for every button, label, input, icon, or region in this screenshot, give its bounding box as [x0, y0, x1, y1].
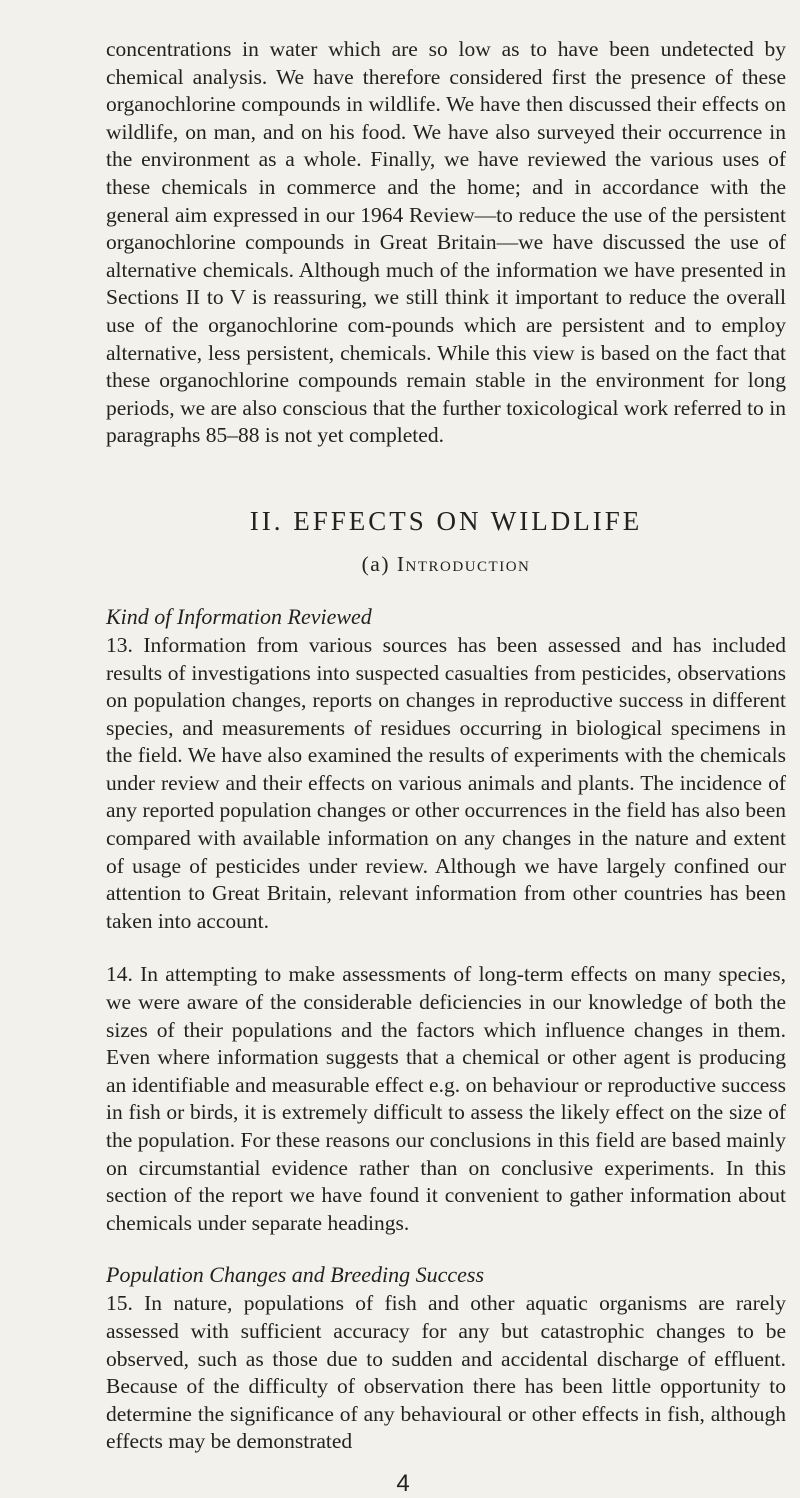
intro-paragraph: concentrations in water which are so low as to have been undetected by chemical analysis. We have therefore considered first the presence of these organochlorine compounds in wildlife. We have then discussed their effects on wildlife, on man, and on his food. We have also surveyed their occurrence in the environment as a whole. Finally, we have reviewed the various uses of these chemicals in commerce and the home; and in accordance with the general aim expressed in our 1964 Review—to reduce the use of the persistent organochlorine compounds in Great Britain—we have discussed the use of alternative chemicals. Although much of the information we have presented in Sections II to V is reassuring, we still think it important to reduce the overall use of the organochlorine com-pounds which are persistent and to employ alternative, less persistent, chemicals. While this view is based on the fact that these organochlorine compounds remain stable in the environment for long periods, we are also conscious that the further toxicological work referred to in paragraphs 85–88 is not yet completed. [106, 37, 786, 448]
paragraph-13: 13. Information from various sources has been assessed and has included results of investigations into suspected casualties from pesticides, observations on population changes, reports on changes in reproductive success in different species, and measurements of residues occurring in biological specimens in the field. We have also examined the results of experiments with the chemicals under review and their effects on various animals and plants. The incidence of any reported population changes or other occurrences in the field has also been compared with available information on any changes in the nature and extent of usage of pesticides under review. Although we have largely confined our attention to Great Britain, relevant information from other countries has been taken into account. [106, 632, 786, 933]
population-changes-heading: Population Changes and Breeding Success [106, 1262, 485, 1288]
subsection-label: (a) [361, 551, 390, 576]
subsection-heading [106, 549, 786, 579]
section-heading: II. EFFECTS ON WILDLIFE [249, 505, 643, 536]
page-number: 4 [396, 1469, 410, 1497]
subsection-title: Introduction [396, 551, 531, 576]
kind-of-information-heading: Kind of Information Reviewed [106, 603, 372, 629]
paragraph-15: 15. In nature, populations of fish and other aquatic organisms are rarely assessed with sufficient accuracy for any but catastrophic changes to be observed, such as those due to sudden and accidental discharge of effluent. Because of the difficulty of observation there has been little opportunity to determine the significance of any behavioural or other effects in fish, although effects may be demonstrated [106, 1291, 786, 1454]
paragraph-14: 14. In attempting to make assessments of long-term effects on many species, we were aware of the considerable deficiencies in our knowledge of both the sizes of their populations and the factors which influence changes in them. Even where information suggests that a chemical or other agent is producing an identifiable and measurable effect e.g. on behaviour or reproductive success in fish or birds, it is extremely difficult to assess the likely effect on the size of the population. For these reasons our conclusions in this field are based mainly on circumstantial evidence rather than on conclusive experiments. In this section of the report we have found it convenient to gather information about chemicals under separate headings. [106, 962, 786, 1235]
